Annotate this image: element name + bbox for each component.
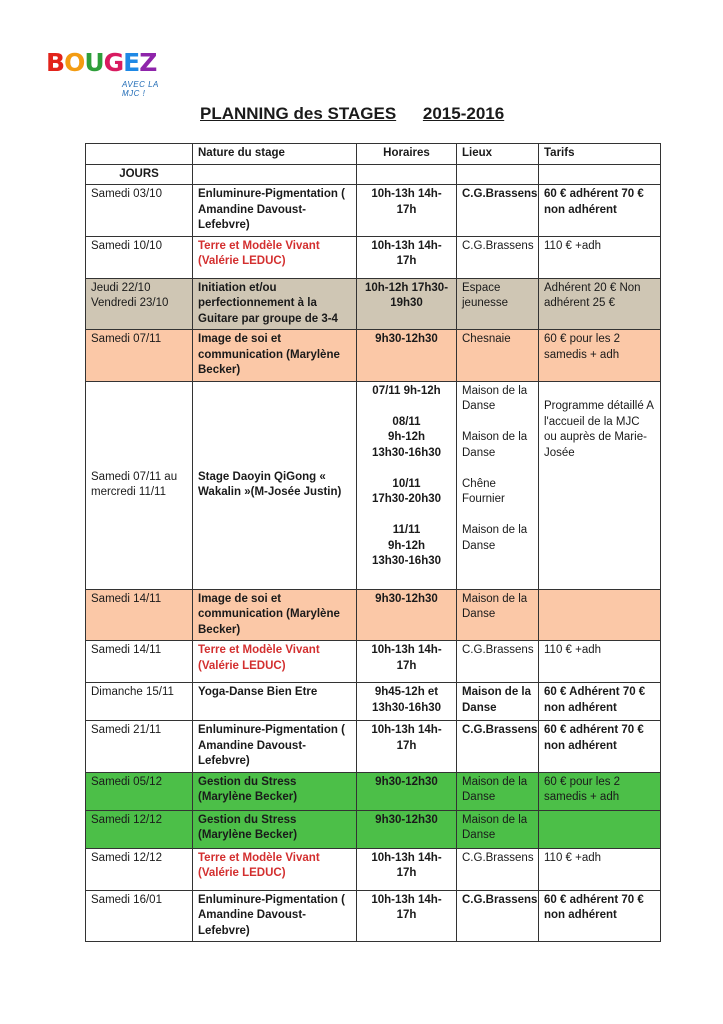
- price-cell: 110 € +adh: [539, 236, 661, 278]
- stage-cell: Stage Daoyin QiGong « Wakalin »(M-Josée Justin): [193, 381, 357, 589]
- stage-cell: Image de soi et communication (Marylène Becker): [193, 330, 357, 382]
- price-cell: [539, 810, 661, 848]
- price-cell: 60 € pour les 2 samedis + adh: [539, 772, 661, 810]
- table-row: [86, 683, 661, 721]
- place-cell: Maison de la Danse: [457, 772, 539, 810]
- stage-cell: Image de soi et communication (Marylène Becker): [193, 589, 357, 641]
- header-row: [86, 144, 661, 165]
- price-cell: 60 € adhérent 70 € non adhérent: [539, 890, 661, 942]
- hours-cell: 9h30-12h30: [357, 810, 457, 848]
- day-cell: Samedi 05/12: [86, 772, 193, 810]
- hours-cell: 9h45-12h et 13h30-16h30: [357, 683, 457, 721]
- price-cell: 60 € Adhérent 70 € non adhérent: [539, 683, 661, 721]
- stage-cell: Enluminure-Pigmentation ( Amandine Davoust-Lefebvre): [193, 185, 357, 237]
- price-cell: 110 € +adh: [539, 641, 661, 683]
- hours-cell: 10h-13h 14h-17h: [357, 641, 457, 683]
- title-years: 2015-2016: [422, 104, 505, 123]
- place-cell: Maison de la Danse: [457, 683, 539, 721]
- day-cell: Samedi 07/11: [86, 330, 193, 382]
- table-row: [86, 848, 661, 890]
- hours-cell: 9h30-12h30: [357, 589, 457, 641]
- logo-word: BOUGEZ: [46, 48, 157, 77]
- table-row: [86, 330, 661, 382]
- page-title: [200, 104, 504, 124]
- subheader-jours: JOURS: [86, 164, 193, 185]
- hours-cell: 10h-13h 14h-17h: [357, 721, 457, 773]
- logo-tagline: AVEC LA MJC !: [122, 80, 159, 98]
- table-row: [86, 721, 661, 773]
- table-row: [86, 772, 661, 810]
- subheader-empty: [457, 164, 539, 185]
- stage-cell: Terre et Modèle Vivant (Valérie LEDUC): [193, 848, 357, 890]
- table-row: [86, 810, 661, 848]
- subheader-row: [86, 164, 661, 185]
- price-cell: 60 € pour les 2 samedis + adh: [539, 330, 661, 382]
- place-cell: C.G.Brassens: [457, 641, 539, 683]
- price-cell: Adhérent 20 € Non adhérent 25 €: [539, 278, 661, 330]
- day-cell: Samedi 12/12: [86, 848, 193, 890]
- header-price: Tarifs: [539, 144, 661, 165]
- day-cell: Jeudi 22/10 Vendredi 23/10: [86, 278, 193, 330]
- table-row: [86, 890, 661, 942]
- hours-cell: 10h-13h 14h-17h: [357, 890, 457, 942]
- table-row: [86, 641, 661, 683]
- header-day: [86, 144, 193, 165]
- stage-cell: Initiation et/ou perfectionnement à la Guitare par groupe de 3-4: [193, 278, 357, 330]
- hours-cell: 9h30-12h30: [357, 330, 457, 382]
- day-cell: Samedi 14/11: [86, 641, 193, 683]
- day-cell: Samedi 07/11 au mercredi 11/11: [86, 381, 193, 589]
- header-stage: Nature du stage: [193, 144, 357, 165]
- hours-cell: 9h30-12h30: [357, 772, 457, 810]
- hours-cell: 10h-13h 14h-17h: [357, 185, 457, 237]
- planning-table: [85, 143, 661, 942]
- stage-cell: Gestion du Stress (Marylène Becker): [193, 810, 357, 848]
- place-cell: Maison de la Danse Maison de la Danse Chêne Fournier Maison de la Danse: [457, 381, 539, 589]
- hours-cell: 10h-13h 14h-17h: [357, 236, 457, 278]
- hours-cell: 10h-13h 14h-17h: [357, 848, 457, 890]
- table-row: [86, 278, 661, 330]
- header-hours: Horaires: [357, 144, 457, 165]
- place-cell: Espace jeunesse: [457, 278, 539, 330]
- day-cell: Samedi 10/10: [86, 236, 193, 278]
- stage-cell: Terre et Modèle Vivant (Valérie LEDUC): [193, 236, 357, 278]
- place-cell: C.G.Brassens: [457, 236, 539, 278]
- table-row: [86, 381, 661, 589]
- logo: [46, 46, 176, 98]
- day-cell: Samedi 16/01: [86, 890, 193, 942]
- place-cell: C.G.Brassens: [457, 185, 539, 237]
- hours-cell: 07/11 9h-12h 08/11 9h-12h 13h30-16h30 10/11 17h30-20h30 11/11 9h-12h 13h30-16h30: [357, 381, 457, 589]
- place-cell: Chesnaie: [457, 330, 539, 382]
- price-cell: 60 € adhérent 70 € non adhérent: [539, 185, 661, 237]
- stage-cell: Terre et Modèle Vivant (Valérie LEDUC): [193, 641, 357, 683]
- stage-cell: Gestion du Stress (Marylène Becker): [193, 772, 357, 810]
- price-cell: 110 € +adh: [539, 848, 661, 890]
- table-row: [86, 589, 661, 641]
- place-cell: C.G.Brassens: [457, 848, 539, 890]
- subheader-empty: [193, 164, 357, 185]
- hours-cell: 10h-12h 17h30-19h30: [357, 278, 457, 330]
- table-row: [86, 185, 661, 237]
- stage-cell: Enluminure-Pigmentation ( Amandine Davoust-Lefebvre): [193, 721, 357, 773]
- day-cell: Samedi 12/12: [86, 810, 193, 848]
- place-cell: Maison de la Danse: [457, 589, 539, 641]
- day-cell: Samedi 14/11: [86, 589, 193, 641]
- price-cell: Programme détaillé A l'accueil de la MJC ou auprès de Marie-Josée: [539, 381, 661, 589]
- day-cell: Samedi 21/11: [86, 721, 193, 773]
- price-cell: [539, 589, 661, 641]
- subheader-empty: [357, 164, 457, 185]
- table-body: [86, 185, 661, 942]
- stage-cell: Enluminure-Pigmentation ( Amandine Davoust-Lefebvre): [193, 890, 357, 942]
- place-cell: C.G.Brassens: [457, 890, 539, 942]
- day-cell: Dimanche 15/11: [86, 683, 193, 721]
- place-cell: C.G.Brassens: [457, 721, 539, 773]
- price-cell: 60 € adhérent 70 € non adhérent: [539, 721, 661, 773]
- header-place: Lieux: [457, 144, 539, 165]
- place-cell: Maison de la Danse: [457, 810, 539, 848]
- stage-cell: Yoga-Danse Bien Etre: [193, 683, 357, 721]
- table-row: [86, 236, 661, 278]
- subheader-empty: [539, 164, 661, 185]
- day-cell: Samedi 03/10: [86, 185, 193, 237]
- title-main: PLANNING des STAGES: [200, 104, 397, 123]
